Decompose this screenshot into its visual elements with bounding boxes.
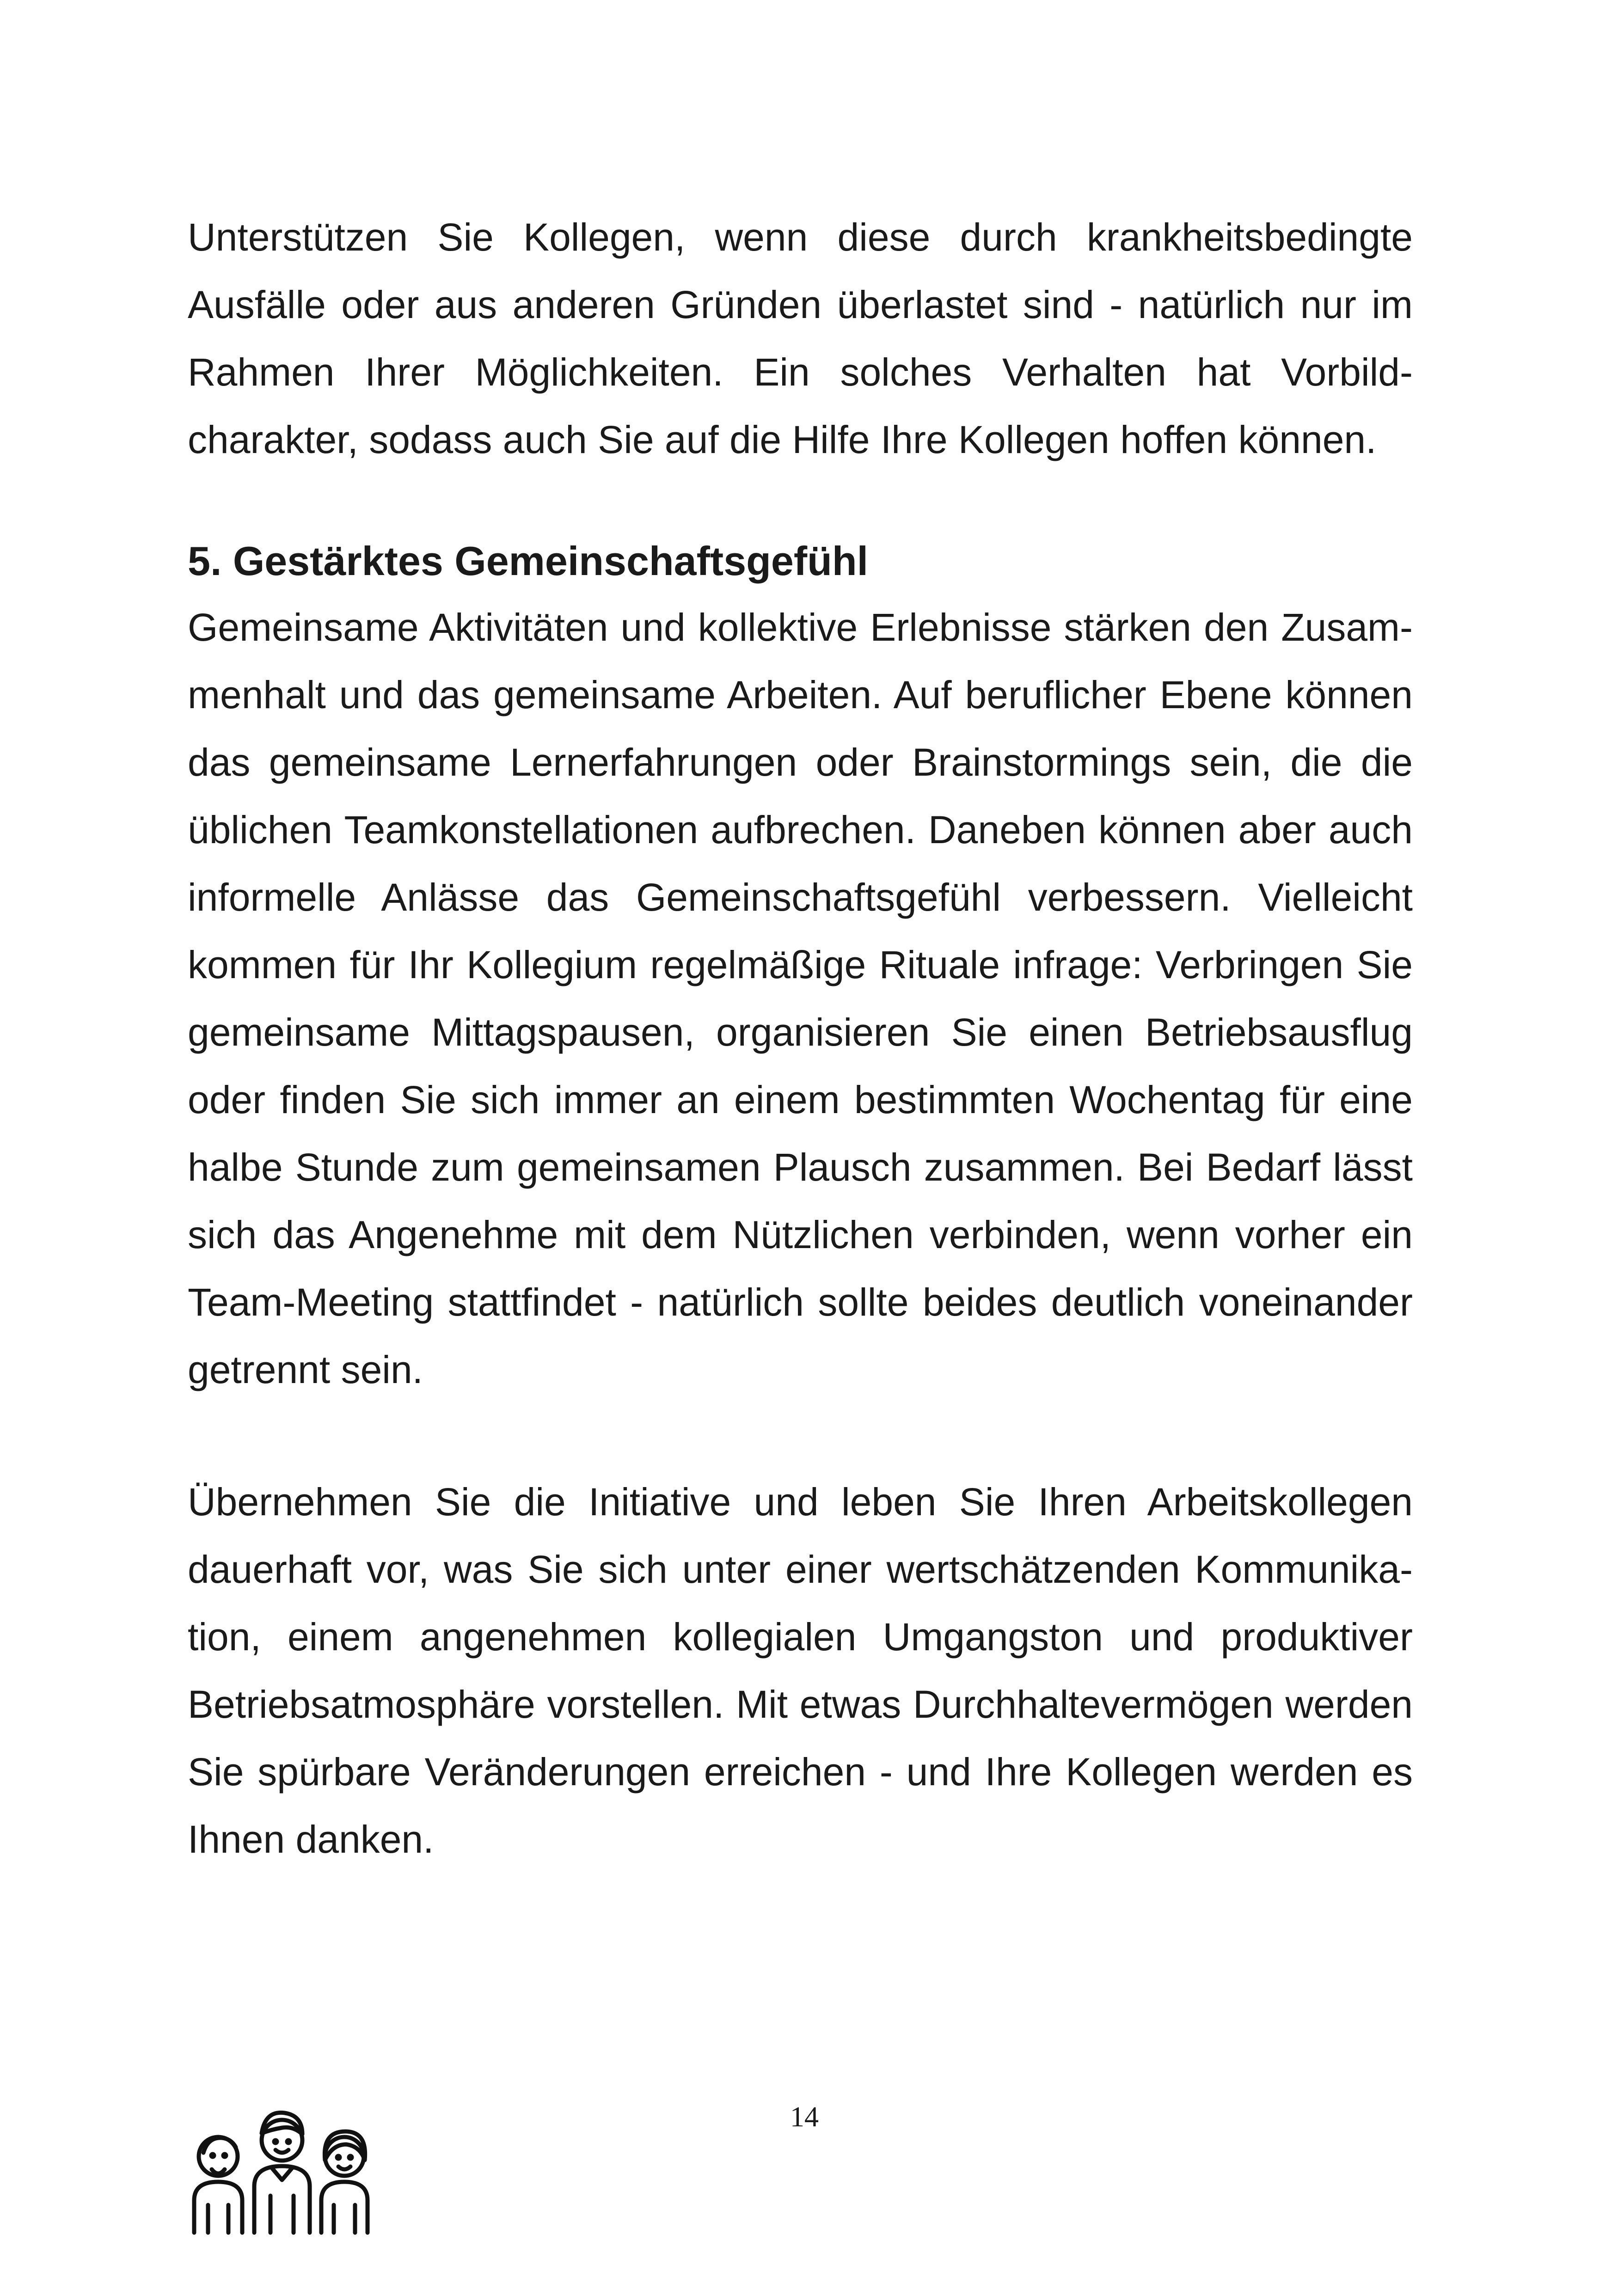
section-heading: 5. Gestärktes Gemeinschaftsgefühl xyxy=(188,538,869,584)
page-number: 14 xyxy=(790,2101,819,2133)
paragraph-support-colleagues: Unterstützen Sie Kollegen, wenn diese durch krankheitsbedingte Ausfälle oder aus anderen Gründen überlastet sind - natürlich nur im Rahmen Ihrer Möglichkeiten. Ein solches Verhalten hat Vorbildcharakter, sodass auch Sie auf die Hilfe Ihre Kollegen hoffen können. xyxy=(188,215,1413,461)
three-people-icon xyxy=(190,2101,374,2235)
paragraph-community: Gemeinsame Aktivitäten und kollektive Erlebnisse stärken den Zusammenhalt und das gemeinsame Arbeiten. Auf beruflicher Ebene können das gemeinsame Lernerfahrungen oder Brainstormings sein, die die üblichen Teamkonstellationen aufbrechen. Daneben können aber auch informelle Anlässe das Gemeinschaftsgefühl verbessern. Vielleicht kommen für Ihr Kollegium regelmäßige Rituale infrage: Verbringen Sie gemeinsame Mittagspausen, organisieren Sie einen Betriebsausflug oder finden Sie sich immer an einem bestimmten Wochentag für eine halbe Stunde zum gemeinsamen Plausch zusammen. Bei Bedarf lässt sich das Angenehme mit dem Nützlichen verbinden, wenn vorher ein Team-Meeting stattfindet - natürlich sollte beides deutlich voneinander getrennt sein. xyxy=(188,606,1413,1391)
page-content xyxy=(188,203,1413,1873)
paragraph-initiative: Übernehmen Sie die Initiative und leben Sie Ihren Arbeitskollegen dauerhaft vor, was Sie sich unter einer wertschätzenden Kommunikation, einem angenehmen kollegialen Umgangston und produktiver Betriebsatmosphäre vorstellen. Mit etwas Durchhaltevermögen werden Sie spürbare Veränderungen erreichen - und Ihre Kollegen werden es Ihnen danken. xyxy=(188,1480,1413,1861)
